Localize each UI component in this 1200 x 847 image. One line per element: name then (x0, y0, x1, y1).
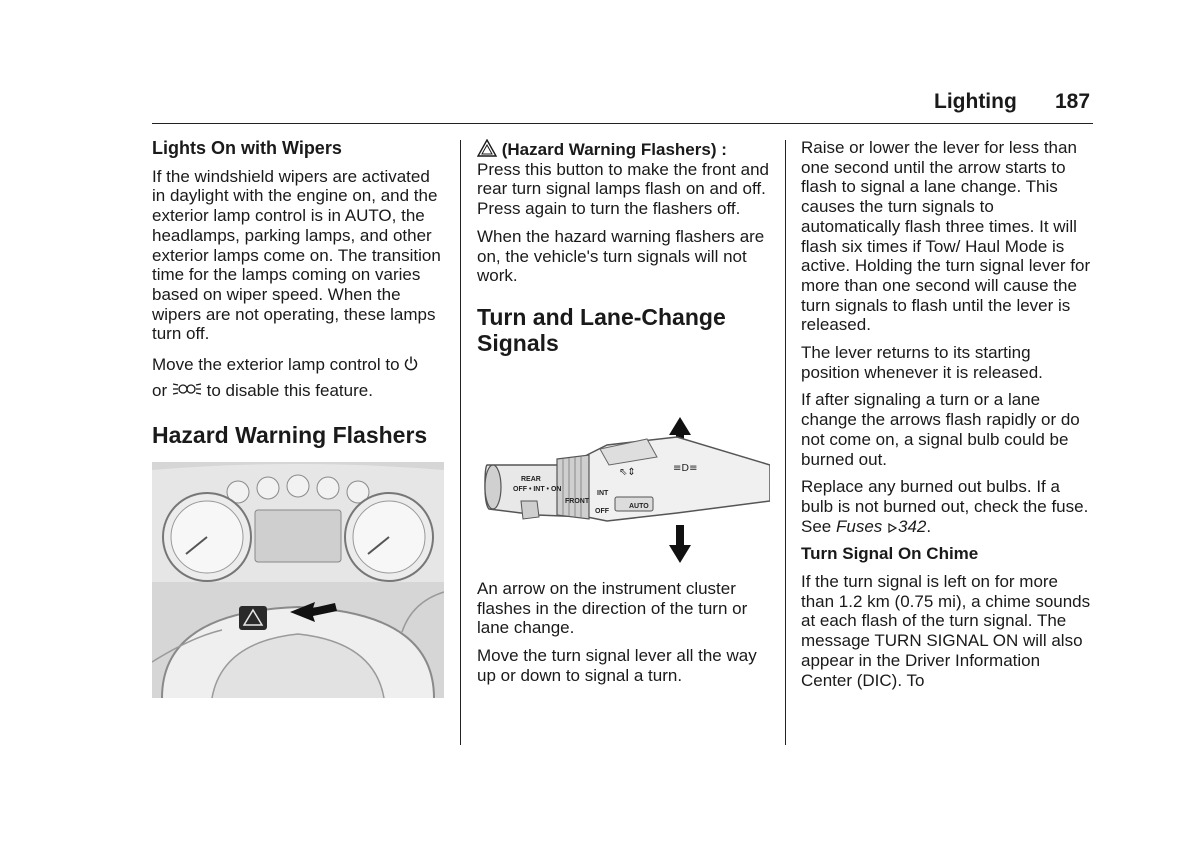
paragraph: If the turn signal is left on for more than 1.2 km (0.75 mi), a chime sounds at each flash of the turn signal. The message TURN SIGNAL ON will also appear in the Driver Information Center (DIC). To (801, 572, 1091, 690)
svg-text:⇖⇕: ⇖⇕ (619, 467, 636, 478)
paragraph: Raise or lower the lever for less than one second until the arrow starts to flash to signal a lane change. This causes the turn signals to automatically flash three times. It will flash six times if Tow/ Haul Mode is active. Holding the turn signal lever for more than one second will cause the turn signals to flash until the lever is released. (801, 138, 1091, 335)
hazard-triangle-icon (477, 139, 497, 157)
cross-reference-icon (887, 522, 898, 534)
hazard-button-illustration (152, 462, 444, 698)
paragraph: When the hazard warning flashers are on, the vehicle's turn signals will not work. (477, 226, 765, 286)
heading-lights-on-with-wipers: Lights On with Wipers (152, 138, 342, 158)
lever-label-modes: OFF • INT • ON (513, 486, 562, 493)
paragraph: Move the turn signal lever all the way up or down to signal a turn. (477, 646, 757, 685)
lever-label-auto: AUTO (629, 503, 649, 510)
power-off-icon (404, 356, 418, 372)
column-divider-1 (460, 140, 461, 745)
lever-label-int: INT (597, 490, 609, 497)
paragraph-fuse-reference: Replace any burned out bulbs. If a bulb is not burned out, check the fuse. See Fuses 342. (801, 477, 1089, 536)
paragraph: If the windshield wipers are activated in daylight with the engine on, and the exterior lamp control is in AUTO, the headlamps, parking lamps, and other exterior lamps come on. The transition time for the lamps coming on varies based on wiper speed. When the wipers are not operating, these lamps turn off. (152, 166, 441, 344)
svg-text:≡D≡: ≡D≡ (673, 463, 698, 474)
running-header-section: Lighting (934, 90, 1017, 113)
lever-label-front: FRONT (565, 498, 590, 505)
fuses-page-ref[interactable]: 342 (898, 516, 927, 536)
heading-turn-lane-change: Turn and Lane-Change Signals (477, 303, 726, 356)
column-1 (152, 139, 447, 448)
heading-turn-signal-on-chime: Turn Signal On Chime (801, 544, 979, 564)
page-number: 187 (1055, 90, 1091, 113)
column-divider-2 (785, 140, 786, 745)
column-2 (477, 139, 772, 356)
header-rule (152, 123, 1093, 124)
paragraph-disable-feature: Move the exterior lamp control to or to disable this feature. (152, 352, 447, 404)
fuses-link[interactable]: Fuses (835, 516, 883, 536)
heading-hazard-warning-flashers: Hazard Warning Flashers (152, 422, 428, 449)
paragraph: If after signaling a turn or a lane change the arrows flash rapidly or do not come on, a signal bulb could be burned out. (801, 390, 1080, 469)
turn-signal-lever-illustration (477, 405, 770, 577)
hazard-button-description: (Hazard Warning Flashers) : Press this button to make the front and rear turn signal lamps flash on and off. Press again to turn the flashers off. (477, 140, 769, 219)
paragraph: An arrow on the instrument cluster flashes in the direction of the turn or lane change. (477, 579, 748, 638)
paragraph: The lever returns to its starting position whenever it is released. (801, 343, 1043, 382)
lever-label-off: OFF (595, 508, 609, 515)
column-3 (801, 138, 1093, 698)
column-2-lower (477, 579, 772, 694)
parking-lamp-icon (172, 380, 202, 398)
lever-label-rear: REAR (521, 476, 541, 483)
